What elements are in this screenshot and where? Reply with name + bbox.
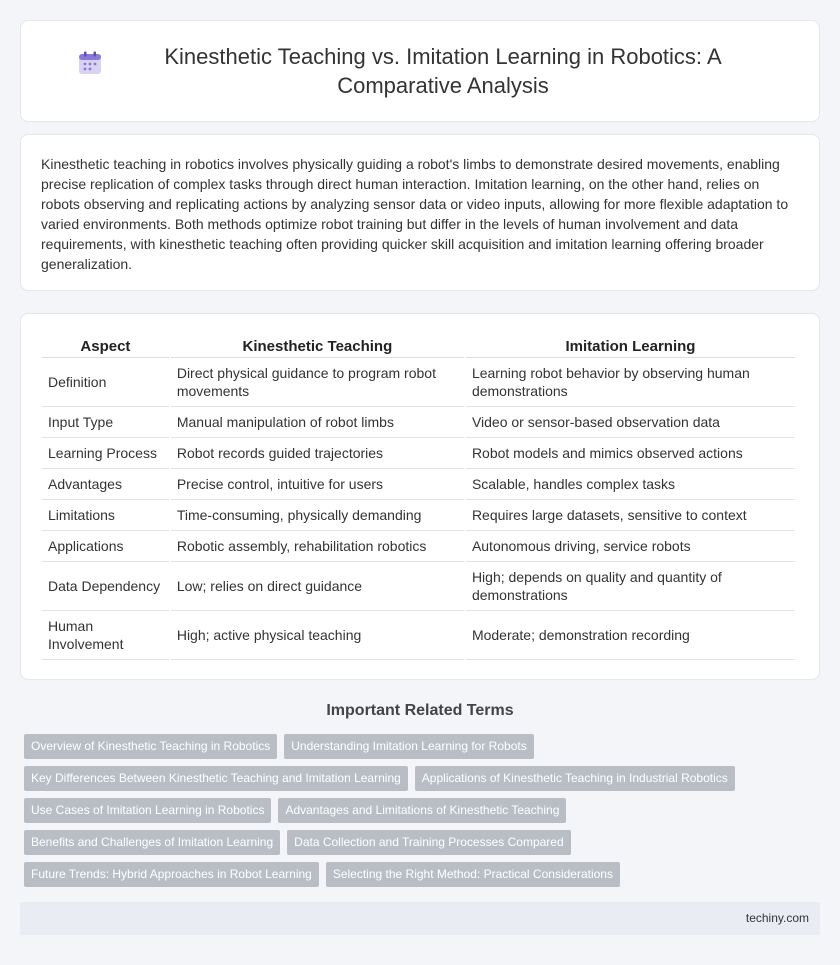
imitation-cell: Learning robot behavior by observing human demonstrations <box>466 358 795 407</box>
related-term-tag[interactable]: Overview of Kinesthetic Teaching in Robotics <box>24 734 277 759</box>
footer-site-link[interactable]: techiny.com <box>745 911 809 925</box>
aspect-cell: Human Involvement <box>42 611 169 660</box>
aspect-cell: Definition <box>42 358 169 407</box>
title-wrap <box>70 42 770 100</box>
table-header-row <box>42 332 795 358</box>
table-row <box>42 358 795 407</box>
imitation-cell: Requires large datasets, sensitive to context <box>466 500 795 531</box>
kinesthetic-cell: Low; relies on direct guidance <box>171 562 464 611</box>
table-row <box>42 438 795 469</box>
header-aspect: Aspect <box>42 332 169 358</box>
term-row <box>24 862 814 887</box>
kinesthetic-cell: High; active physical teaching <box>171 611 464 660</box>
related-term-tag[interactable]: Advantages and Limitations of Kinesthetic Teaching <box>278 798 566 823</box>
comparison-card <box>20 313 820 680</box>
kinesthetic-cell: Direct physical guidance to program robot movements <box>171 358 464 407</box>
header-kinesthetic: Kinesthetic Teaching <box>171 332 464 358</box>
term-row <box>24 734 814 759</box>
aspect-cell: Data Dependency <box>42 562 169 611</box>
header-imitation: Imitation Learning <box>466 332 795 358</box>
table-row <box>42 611 795 660</box>
kinesthetic-cell: Robot records guided trajectories <box>171 438 464 469</box>
intro-paragraph: Kinesthetic teaching in robotics involves physically guiding a robot's limbs to demonstrate desired movements, enabling precise replication of complex tasks through direct human interaction. Imitation learning, on the other hand, relies on robots observing and replicating actions by analyzing sensor data or video inputs, allowing for more flexible adaptation to varied environments. Both methods optimize robot training but differ in the levels of human involvement and data requirements, with kinesthetic teaching often providing quicker skill acquisition and imitation learning offering broader generalization. <box>41 156 789 272</box>
related-term-tag[interactable]: Key Differences Between Kinesthetic Teaching and Imitation Learning <box>24 766 408 791</box>
imitation-cell: Autonomous driving, service robots <box>466 531 795 562</box>
aspect-cell: Input Type <box>42 407 169 438</box>
related-terms-heading: Important Related Terms <box>326 702 514 719</box>
kinesthetic-cell: Precise control, intuitive for users <box>171 469 464 500</box>
table-row <box>42 500 795 531</box>
table-row <box>42 407 795 438</box>
imitation-cell: High; depends on quality and quantity of demonstrations <box>466 562 795 611</box>
imitation-cell: Video or sensor-based observation data <box>466 407 795 438</box>
footer <box>20 902 820 935</box>
kinesthetic-cell: Manual manipulation of robot limbs <box>171 407 464 438</box>
comparison-table <box>40 332 797 660</box>
related-term-tag[interactable]: Selecting the Right Method: Practical Considerations <box>326 862 620 887</box>
intro-card <box>20 134 820 291</box>
title-card <box>20 20 820 122</box>
page-title: Kinesthetic Teaching vs. Imitation Learning in Robotics: A Comparative Analysis <box>164 44 722 98</box>
related-term-tag[interactable]: Benefits and Challenges of Imitation Learning <box>24 830 280 855</box>
calendar-icon <box>77 50 103 76</box>
table-row <box>42 562 795 611</box>
term-row <box>24 798 814 823</box>
kinesthetic-cell: Time-consuming, physically demanding <box>171 500 464 531</box>
term-row <box>24 830 814 855</box>
table-row <box>42 531 795 562</box>
aspect-cell: Applications <box>42 531 169 562</box>
related-terms-list <box>24 734 814 894</box>
aspect-cell: Advantages <box>42 469 169 500</box>
related-term-tag[interactable]: Applications of Kinesthetic Teaching in Industrial Robotics <box>415 766 735 791</box>
aspect-cell: Learning Process <box>42 438 169 469</box>
related-term-tag[interactable]: Use Cases of Imitation Learning in Robotics <box>24 798 271 823</box>
aspect-cell: Limitations <box>42 500 169 531</box>
kinesthetic-cell: Robotic assembly, rehabilitation robotics <box>171 531 464 562</box>
table-row <box>42 469 795 500</box>
imitation-cell: Scalable, handles complex tasks <box>466 469 795 500</box>
related-term-tag[interactable]: Data Collection and Training Processes Compared <box>287 830 570 855</box>
imitation-cell: Moderate; demonstration recording <box>466 611 795 660</box>
related-term-tag[interactable]: Understanding Imitation Learning for Robots <box>284 734 533 759</box>
term-row <box>24 766 814 791</box>
related-term-tag[interactable]: Future Trends: Hybrid Approaches in Robot Learning <box>24 862 319 887</box>
imitation-cell: Robot models and mimics observed actions <box>466 438 795 469</box>
